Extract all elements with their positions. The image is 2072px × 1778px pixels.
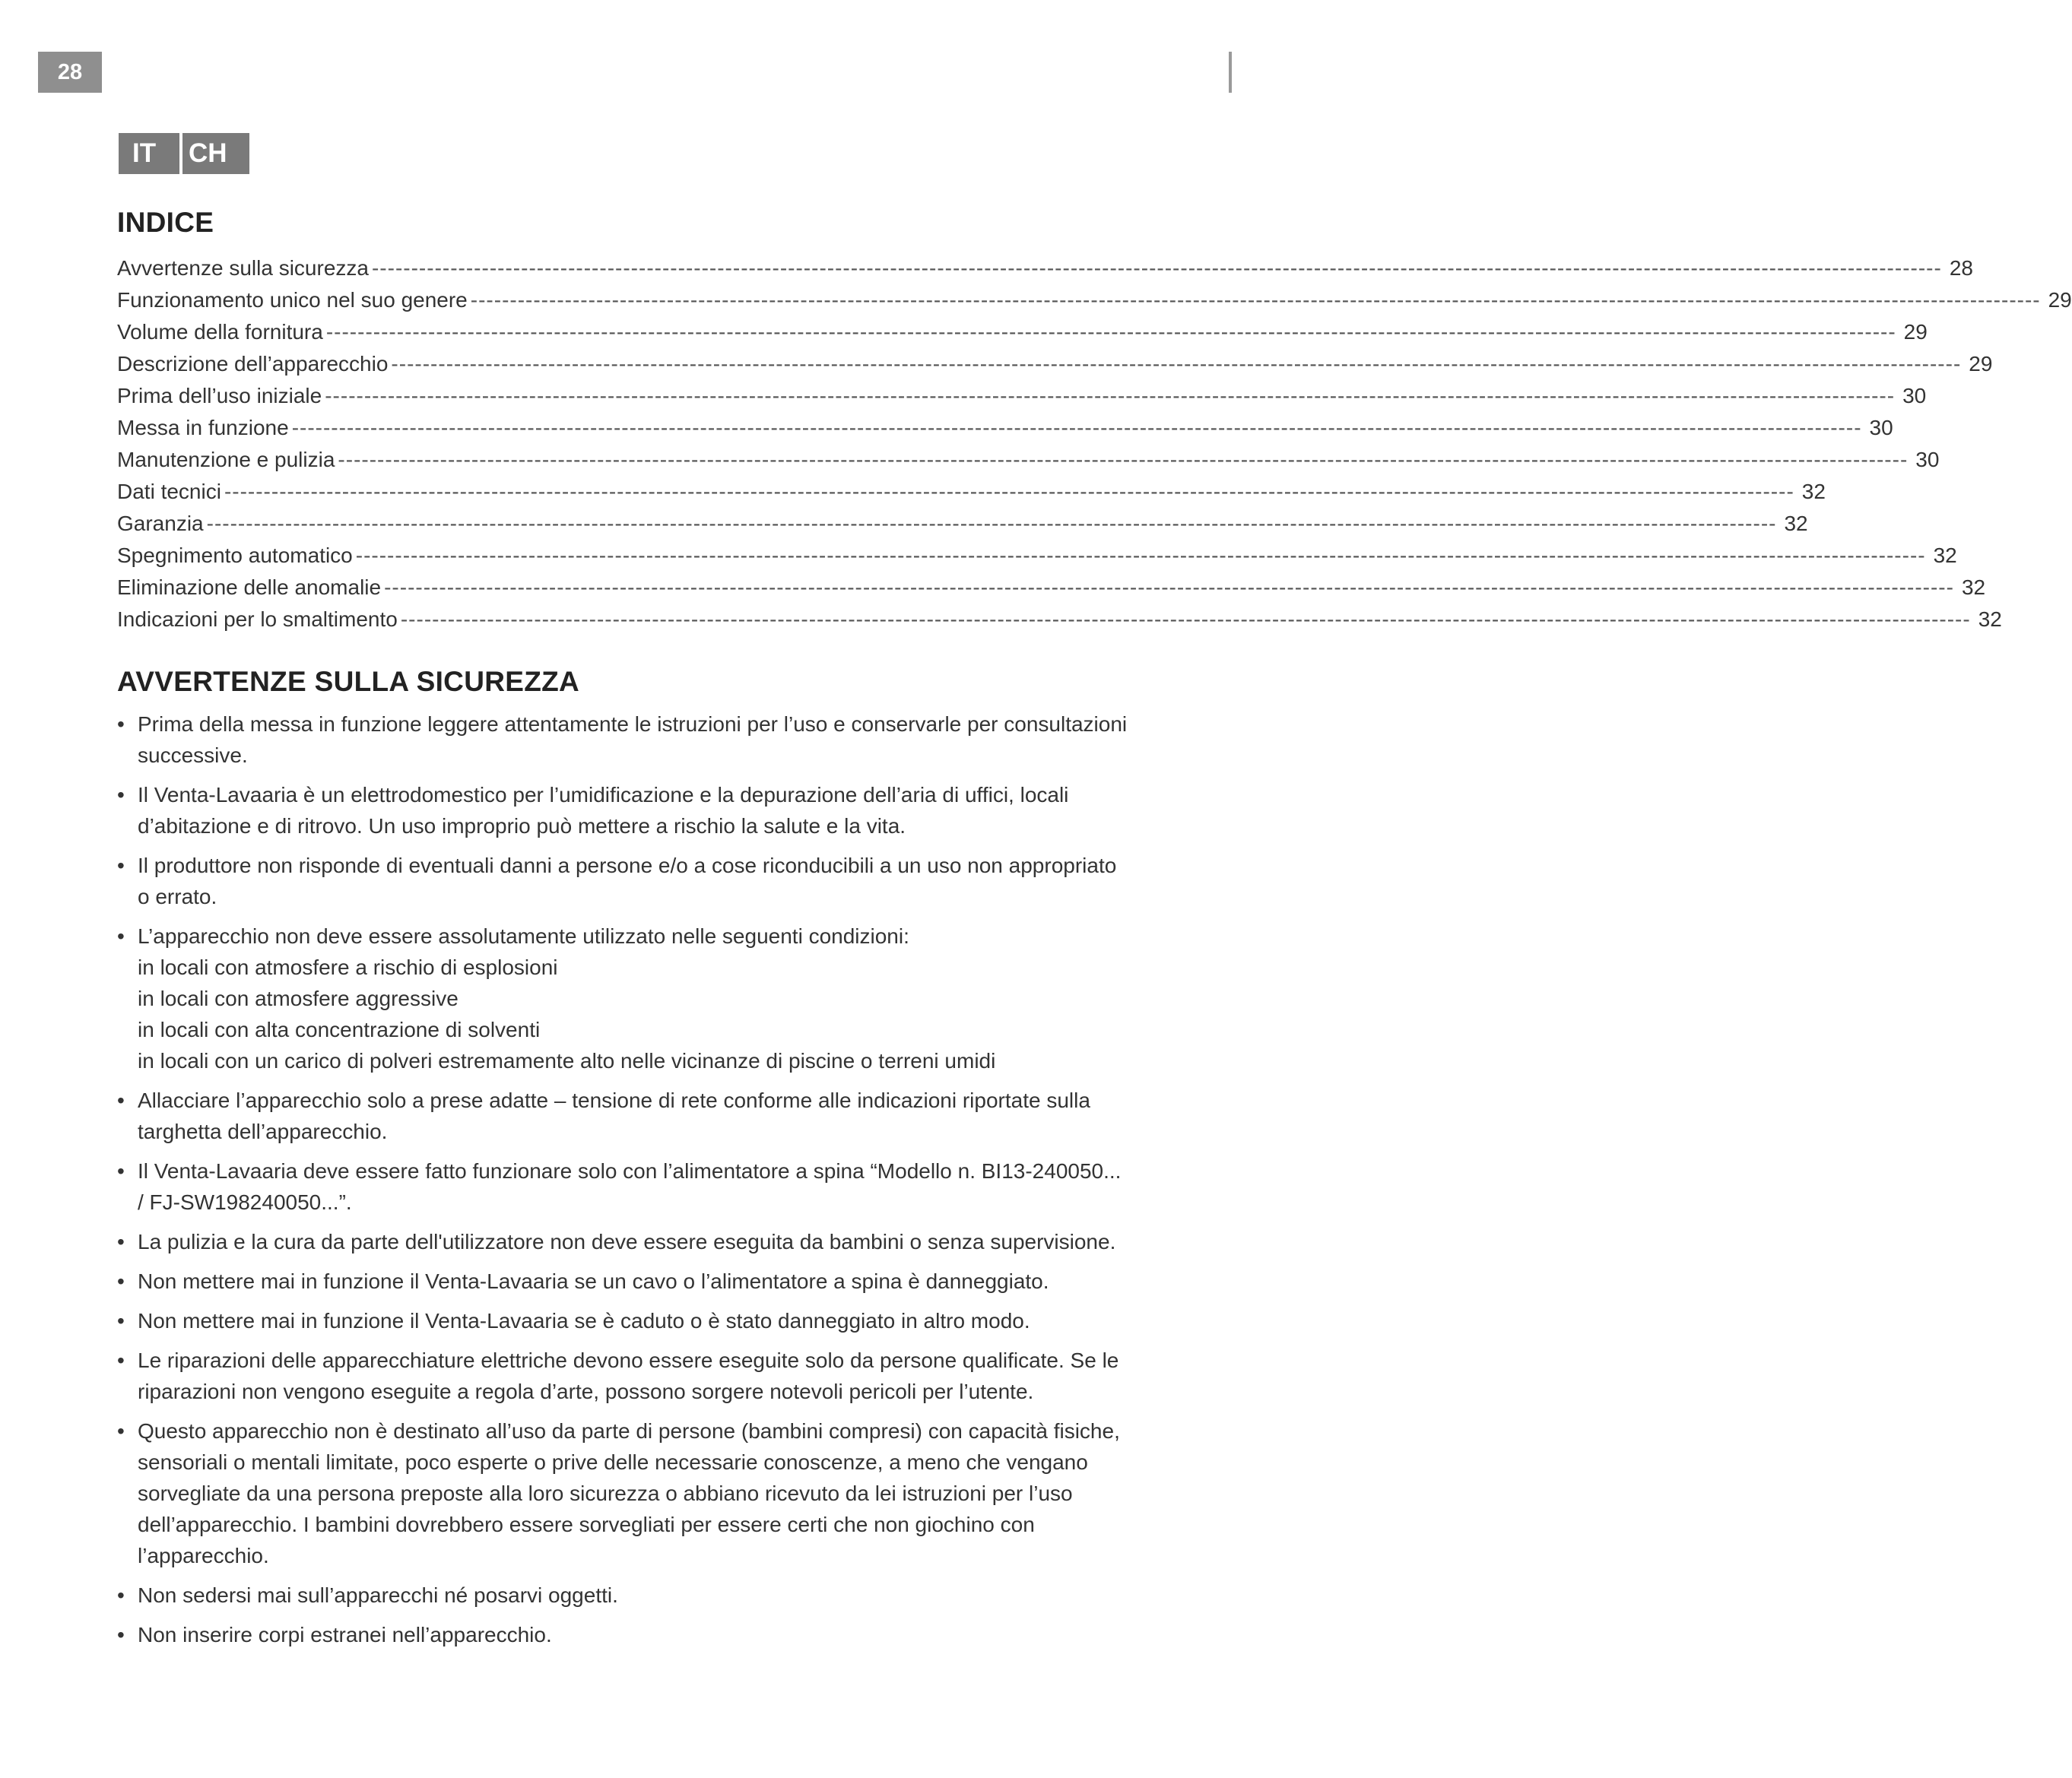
toc-entry-page: 29: [1969, 352, 1993, 376]
toc-leader-dashes: --------------------------------------------------------------------------------------------------------------------------------------------------------------------------------------------------------: [224, 480, 1794, 503]
safety-warning-text: Il Venta-Lavaaria deve essere fatto funzionare solo con l’alimentatore a spina “Modello n. BI13-240050... / FJ-SW198240050...”.: [138, 1159, 1122, 1214]
safety-warning-text: Non inserire corpi estranei nell’apparecchio.: [138, 1623, 552, 1646]
safety-warning-item: [117, 708, 1128, 771]
safety-warning-item: [117, 779, 1128, 841]
safety-warning-item: [117, 1085, 1128, 1147]
toc-entry: [117, 348, 1993, 380]
safety-warning-item: [117, 1345, 1128, 1407]
toc-leader-dashes: --------------------------------------------------------------------------------------------------------------------------------------------------------------------------------------------------------: [470, 288, 2041, 312]
safety-warning-text: La pulizia e la cura da parte dell'utilizzatore non deve essere eseguita da bambini o senza supervisione.: [138, 1230, 1116, 1253]
toc-leader-dashes: --------------------------------------------------------------------------------------------------------------------------------------------------------------------------------------------------------: [371, 256, 1942, 280]
toc-entry-label: Manutenzione e pulizia: [117, 448, 335, 471]
toc-entry-label: Spegnimento automatico: [117, 544, 353, 567]
safety-warning-item: [117, 850, 1128, 912]
toc-entry-page: 30: [1902, 384, 1927, 407]
toc-entry: [117, 284, 2072, 316]
safety-warning-item: [117, 1619, 1128, 1650]
language-code-ch: CH: [182, 133, 249, 174]
toc-entry-label: Indicazioni per lo smaltimento: [117, 607, 398, 631]
toc-leader-dashes: --------------------------------------------------------------------------------------------------------------------------------------------------------------------------------------------------------: [338, 448, 1909, 471]
toc-entry-page: 32: [1933, 544, 1957, 567]
safety-warning-item: [117, 1266, 1128, 1297]
safety-warning-item: [117, 1305, 1128, 1336]
toc-leader-dashes: --------------------------------------------------------------------------------------------------------------------------------------------------------------------------------------------------------: [355, 544, 1926, 567]
toc-entry-label: Messa in funzione: [117, 416, 289, 439]
safety-condition-line: in locali con alta concentrazione di solventi: [138, 1018, 541, 1041]
safety-warning-item: [117, 1155, 1128, 1218]
toc-entry-label: Garanzia: [117, 512, 204, 535]
toc-entry: [117, 508, 1808, 540]
toc-entry: [117, 412, 1893, 444]
safety-warning-text: Non sedersi mai sull’apparecchi né posarvi oggetti.: [138, 1583, 618, 1607]
safety-warning-text: L’apparecchio non deve essere assolutamente utilizzato nelle seguenti condizioni:: [138, 924, 909, 948]
safety-warning-text: Non mettere mai in funzione il Venta-Lavaaria se è caduto o è stato danneggiato in altro modo.: [138, 1309, 1030, 1333]
toc-entry: [117, 540, 1957, 572]
safety-warning-text: Allacciare l’apparecchio solo a prese adatte – tensione di rete conforme alle indicazioni riportate sulla targhetta dell’apparecchio.: [138, 1089, 1090, 1143]
toc-entry-page: 32: [1961, 575, 1986, 599]
safety-warning-item: [117, 1415, 1128, 1571]
safety-section-title: AVVERTENZE SULLA SICUREZZA: [117, 666, 580, 697]
language-badge: [119, 133, 249, 174]
toc-entry-label: Eliminazione delle anomalie: [117, 575, 382, 599]
toc-entry-label: Descrizione dell’apparecchio: [117, 352, 389, 376]
safety-warning-text: Il produttore non risponde di eventuali danni a persone e/o a cose riconducibili a un uso non appropriato o errato.: [138, 854, 1117, 908]
safety-condition-line: in locali con un carico di polveri estremamente alto nelle vicinanze di piscine o terreni umidi: [138, 1049, 996, 1073]
safety-warning-text: Non mettere mai in funzione il Venta-Lavaaria se un cavo o l’alimentatore a spina è danneggiato.: [138, 1269, 1049, 1293]
toc-entry: [117, 252, 1973, 284]
toc-entry: [117, 476, 1826, 508]
safety-warnings-list: [117, 708, 1128, 1650]
toc-entry: [117, 380, 1927, 412]
toc-entry: [117, 604, 2002, 635]
toc-leader-dashes: --------------------------------------------------------------------------------------------------------------------------------------------------------------------------------------------------------: [325, 384, 1896, 407]
toc-entry-label: Volume della fornitura: [117, 320, 323, 344]
toc-leader-dashes: --------------------------------------------------------------------------------------------------------------------------------------------------------------------------------------------------------: [384, 575, 1954, 599]
safety-warning-text: Il Venta-Lavaaria è un elettrodomestico per l’umidificazione e la depurazione dell’aria di uffici, locali d’abitazione e di ritrovo. Un uso improprio può mettere a rischio la salute e la vita.: [138, 783, 1069, 838]
toc-entry: [117, 316, 1928, 348]
toc-leader-dashes: --------------------------------------------------------------------------------------------------------------------------------------------------------------------------------------------------------: [391, 352, 1962, 376]
toc-title: INDICE: [117, 207, 214, 238]
toc-entry: [117, 444, 1940, 476]
safety-warning-item: [117, 921, 1128, 1076]
toc-entry-page: 32: [1978, 607, 2002, 631]
safety-condition-line: in locali con atmosfere a rischio di esplosioni: [138, 956, 558, 979]
toc-entry-page: 30: [1915, 448, 1940, 471]
toc-entry-label: Dati tecnici: [117, 480, 221, 503]
toc-leader-dashes: --------------------------------------------------------------------------------------------------------------------------------------------------------------------------------------------------------: [291, 416, 1862, 439]
safety-warning-item: [117, 1580, 1128, 1611]
toc-entry-page: 28: [1949, 256, 1973, 280]
toc-entry-page: 30: [1869, 416, 1893, 439]
safety-warning-item: [117, 1226, 1128, 1257]
toc-entry-page: 32: [1801, 480, 1826, 503]
table-of-contents: [117, 252, 2072, 635]
safety-warning-text: Le riparazioni delle apparecchiature elettriche devono essere eseguite solo da persone qualificate. Se le riparazioni non vengono eseguite a regola d’arte, possono sorgere notevoli pericoli per l’utente.: [138, 1349, 1119, 1403]
toc-leader-dashes: --------------------------------------------------------------------------------------------------------------------------------------------------------------------------------------------------------: [325, 320, 1896, 344]
toc-entry-page: 29: [1903, 320, 1928, 344]
toc-entry-label: Avvertenze sulla sicurezza: [117, 256, 369, 280]
margin-rule: [1229, 52, 1232, 93]
toc-entry: [117, 572, 1986, 604]
toc-entry-page: 29: [2048, 288, 2072, 312]
safety-warning-text: Prima della messa in funzione leggere attentamente le istruzioni per l’uso e conservarle per consultazioni successive.: [138, 712, 1128, 767]
toc-entry-label: Funzionamento unico nel suo genere: [117, 288, 468, 312]
toc-leader-dashes: --------------------------------------------------------------------------------------------------------------------------------------------------------------------------------------------------------: [206, 512, 1777, 535]
language-code-it: IT: [119, 133, 179, 174]
page-content: [117, 207, 2072, 1659]
toc-entry-page: 32: [1784, 512, 1808, 535]
safety-condition-line: in locali con atmosfere aggressive: [138, 987, 459, 1010]
toc-leader-dashes: --------------------------------------------------------------------------------------------------------------------------------------------------------------------------------------------------------: [400, 607, 1971, 631]
page-number: 28: [38, 52, 102, 93]
safety-warning-text: Questo apparecchio non è destinato all’uso da parte di persone (bambini compresi) con capacità fisiche, sensoriali o mentali limitate, poco esperte o prive delle necessarie conoscenze, a meno che vengano sorvegliate da una persona preposte alla loro sicurezza o abbiano ricevuto da lei istruzioni per l’uso dell’apparecchio. I bambini dovrebbero essere sorvegliati per essere certi che non giochino con l’apparecchio.: [138, 1419, 1120, 1567]
toc-entry-label: Prima dell’uso iniziale: [117, 384, 322, 407]
